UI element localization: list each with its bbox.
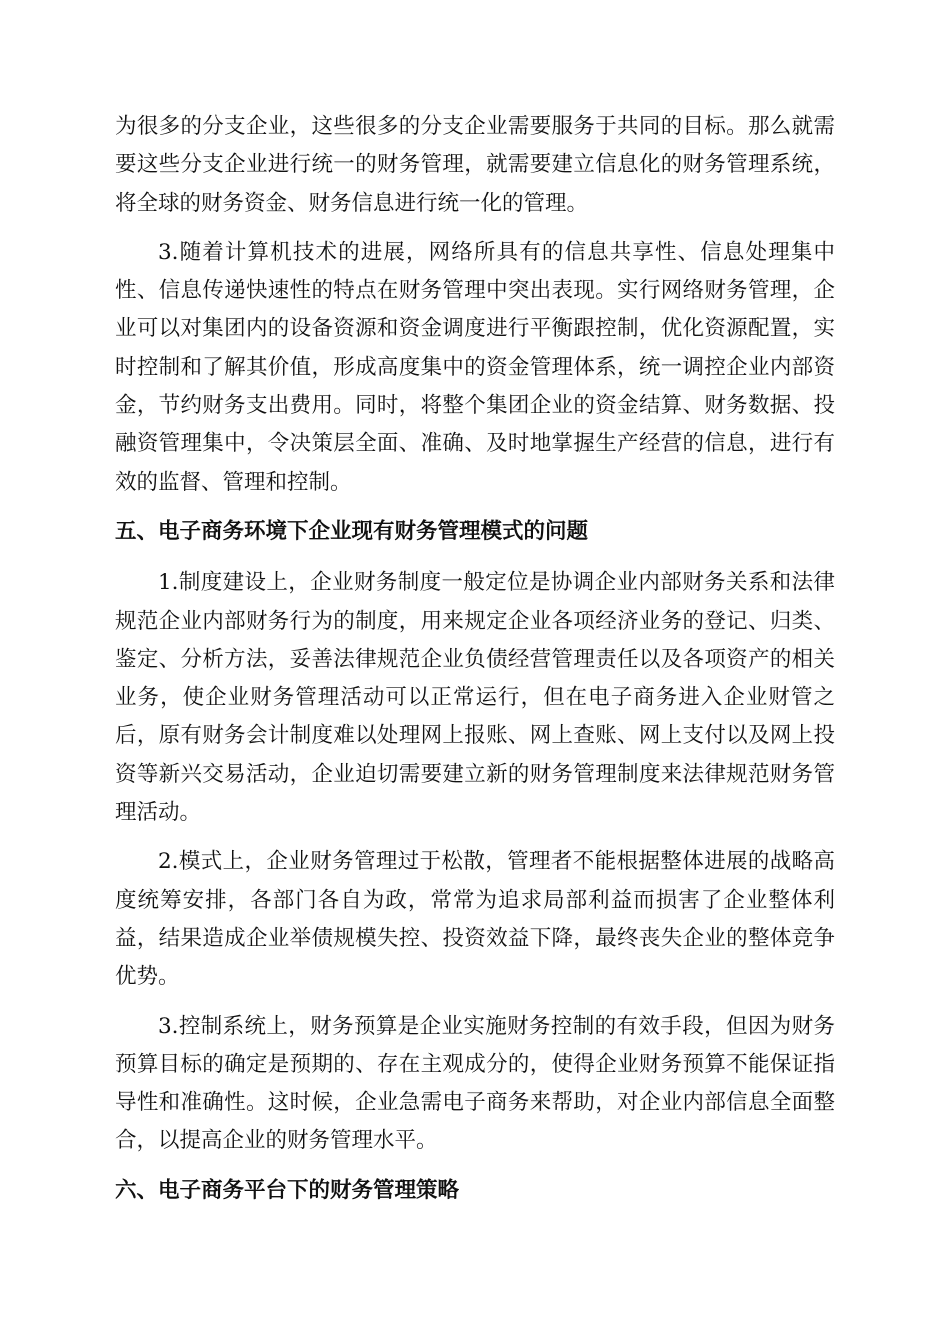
paragraph-branch-enterprises: 为很多的分支企业，这些很多的分支企业需要服务于共同的目标。那么就需要这些分支企业进行统一的财务管理，就需要建立信息化的财务管理系统，将全球的财务资金、财务信息进行统一化的管理。: [115, 114, 835, 216]
paragraph-point-2-mode: 2.模式上，企业财务管理过于松散，管理者不能根据整体进展的战略高度统筹安排，各部门各自为政，常常为追求局部利益而损害了企业整体利益，结果造成企业举债规模失控、投资效益下降，最终丧失企业的整体竞争优势。: [115, 849, 835, 990]
paragraph-point-1-system: 1.制度建设上，企业财务制度一般定位是协调企业内部财务关系和法律规范企业内部财务行为的制度，用来规定企业各项经济业务的登记、归类、鉴定、分析方法，妥善法律规范企业负债经营管理责任以及各项资产的相关业务，使企业财务管理活动可以正常运行，但在电子商务进入企业财管之后，原有财务会计制度难以处理网上报账、网上查账、网上支付以及网上投资等新兴交易活动，企业迫切需要建立新的财务管理制度来法律规范财务管理活动。: [115, 570, 835, 826]
document-page: [115, 108, 835, 1223]
section-heading-5: 五、电子商务环境下企业现有财务管理模式的问题: [115, 518, 589, 544]
paragraph-point-3-control: 3.控制系统上，财务预算是企业实施财务控制的有效手段，但因为财务预算目标的确定是预期的、存在主观成分的，使得企业财务预算不能保证指导性和准确性。这时候，企业急需电子商务来帮助，对企业内部信息全面整合，以提高企业的财务管理水平。: [115, 1013, 835, 1154]
paragraph-point-3-network: 3.随着计算机技术的进展，网络所具有的信息共享性、信息处理集中性、信息传递快速性的特点在财务管理中突出表现。实行网络财务管理，企业可以对集团内的设备资源和资金调度进行平衡跟控制，优化资源配置，实时控制和了解其价值，形成高度集中的资金管理体系，统一调控企业内部资金，节约财务支出费用。同时，将整个集团企业的资金结算、财务数据、投融资管理集中，令决策层全面、准确、及时地掌握生产经营的信息，进行有效的监督、管理和控制。: [115, 239, 835, 495]
section-heading-6: 六、电子商务平台下的财务管理策略: [115, 1177, 460, 1203]
